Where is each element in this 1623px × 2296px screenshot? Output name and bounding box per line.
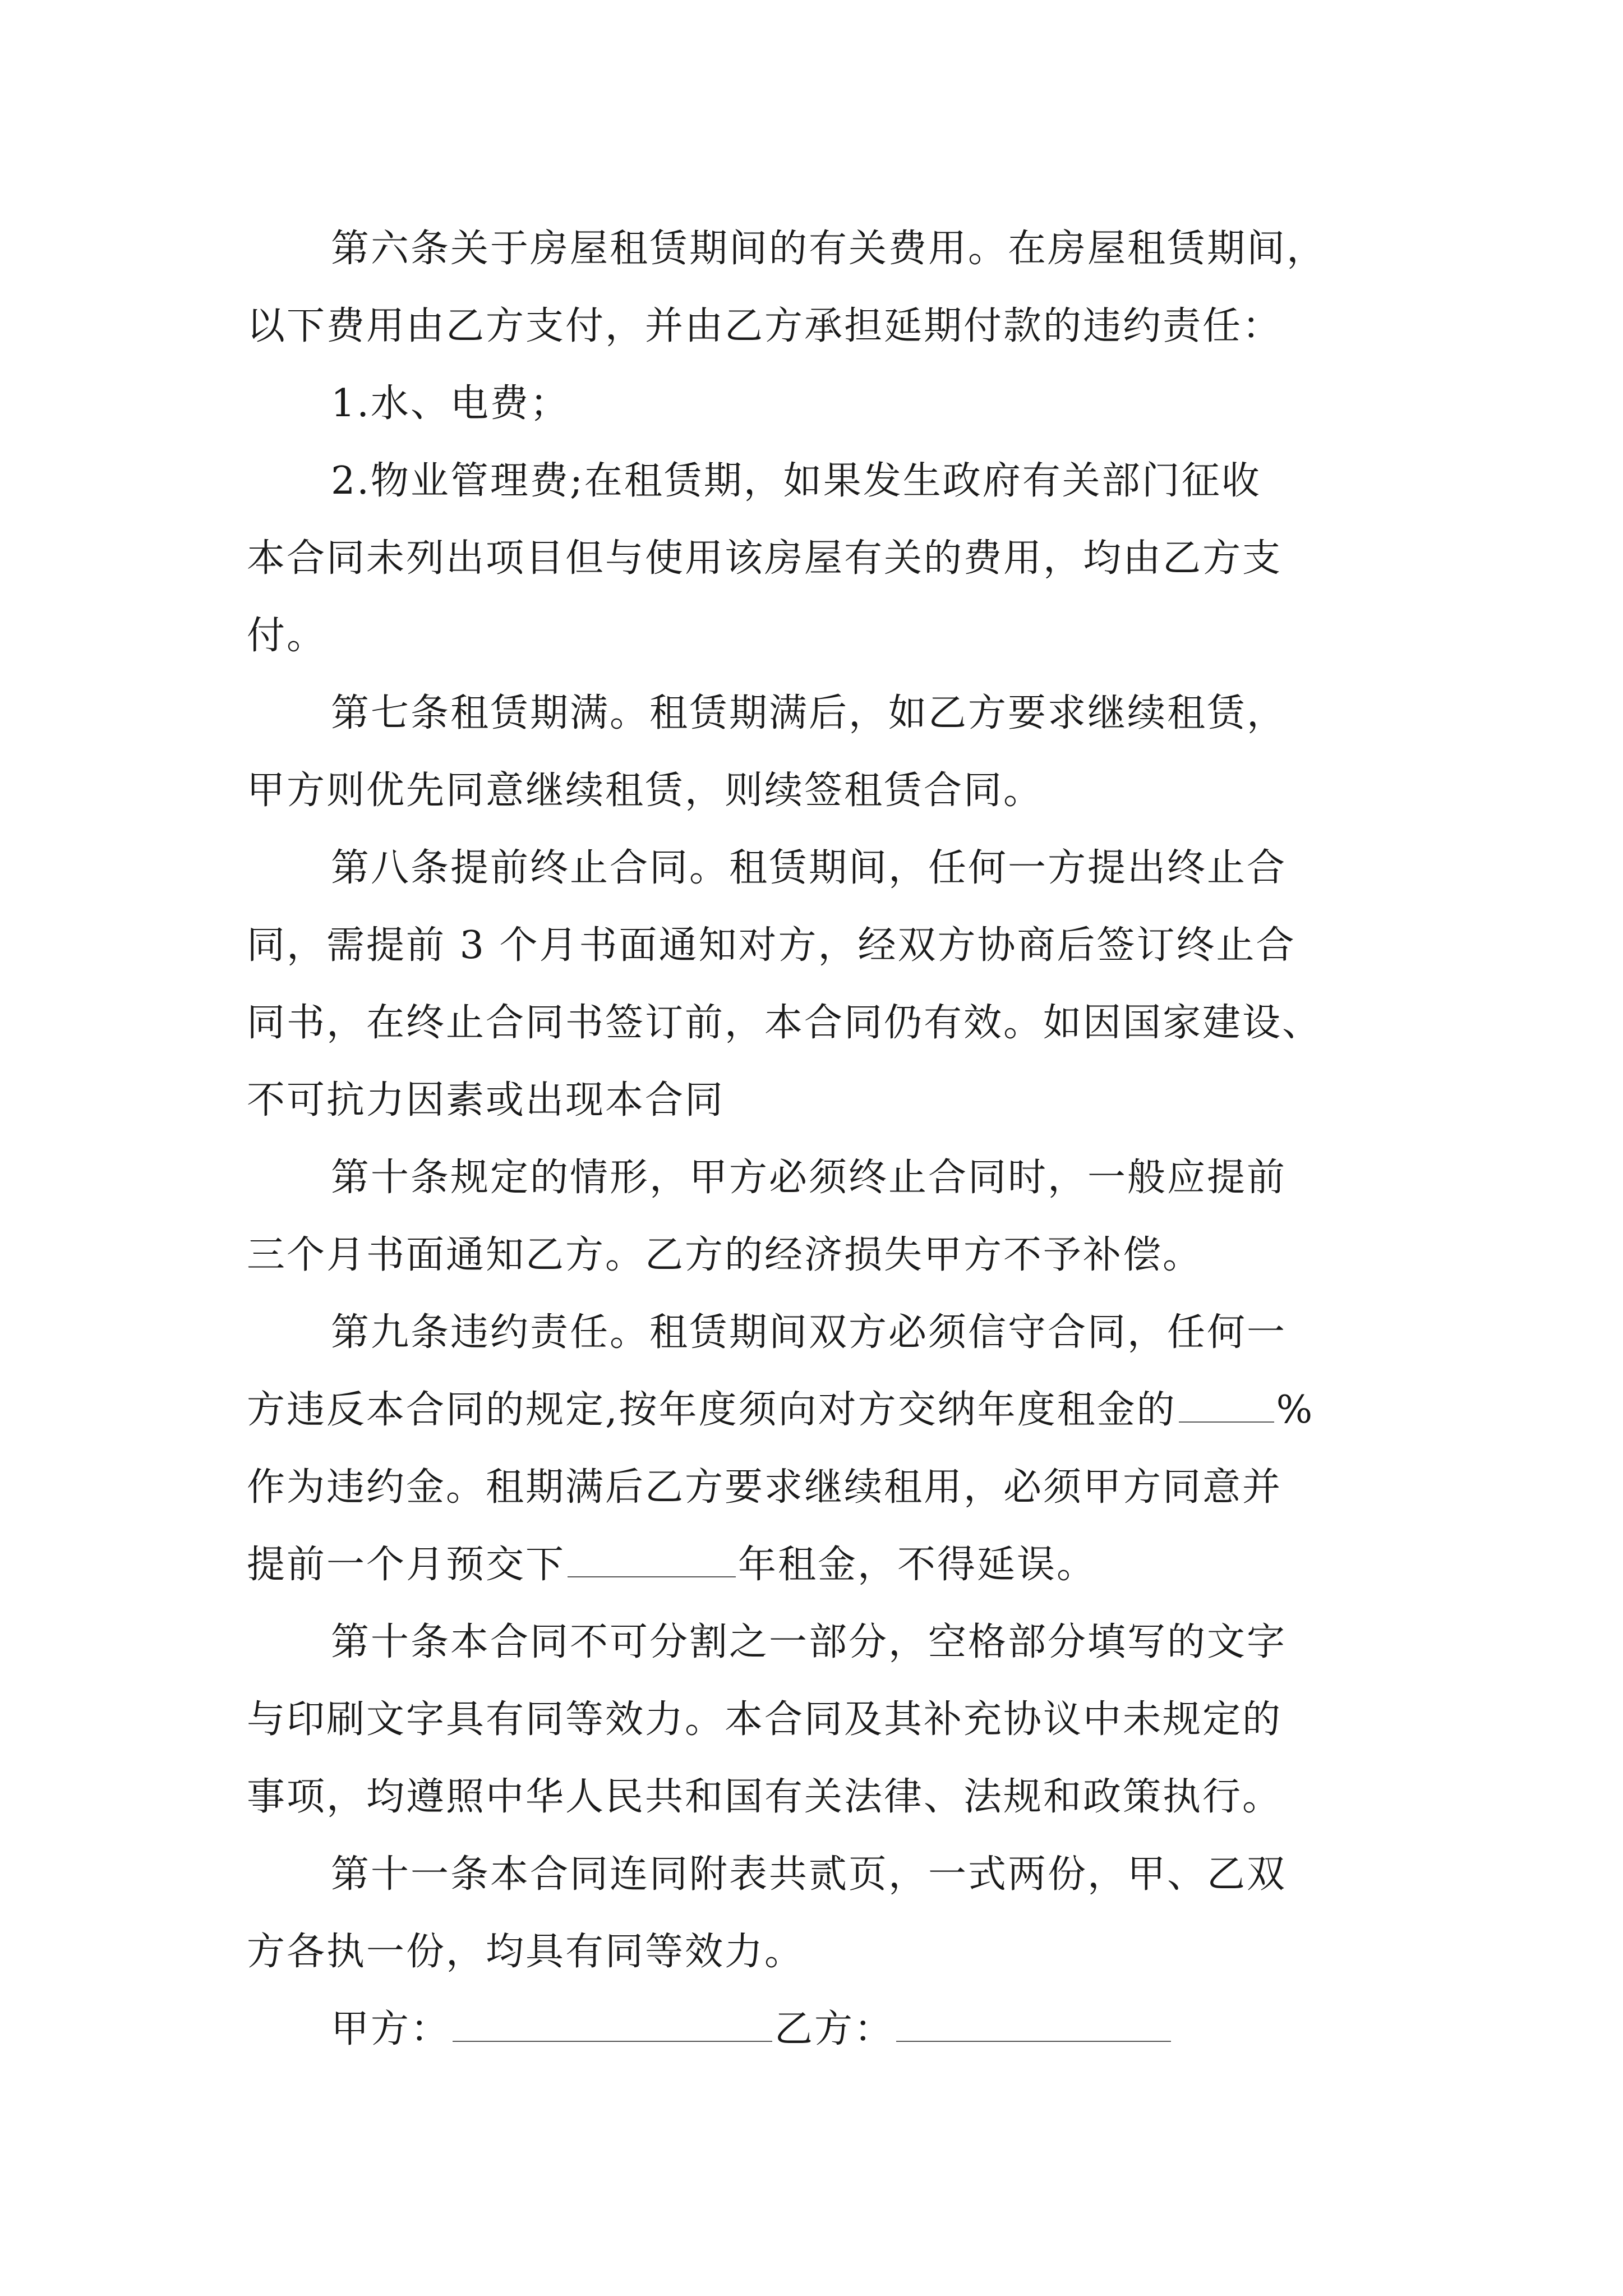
clause-6-line-1: 第六条关于房屋租赁期间的有关费用。在房屋租赁期间，	[331, 227, 1327, 271]
fee-item-2-line-2: 本合同未列出项目但与使用该房屋有关的费用，均由乙方支	[247, 536, 1283, 581]
clause-8-line-4: 不可抗力因素或出现本合同	[247, 1078, 725, 1122]
clause-10-ref-line-2: 三个月书面通知乙方。乙方的经济损失甲方不予补偿。	[247, 1233, 1203, 1277]
clause-9-line-2	[247, 1372, 1424, 1449]
fee-item-2-line-3: 付。	[247, 614, 327, 658]
party-b-label: 乙方：	[774, 2007, 895, 2051]
contract-body	[247, 210, 1424, 2068]
prepay-year-blank[interactable]	[568, 1544, 736, 1577]
signature-line	[247, 1991, 1424, 2068]
prepay-text: 提前一个月预交下	[247, 1543, 566, 1587]
party-a-signature-blank[interactable]	[453, 2008, 772, 2042]
percent-sign: %	[1276, 1388, 1315, 1432]
clause-9-line-3: 作为违约金。租期满后乙方要求继续租用，必须甲方同意并	[247, 1465, 1283, 1510]
party-b-signature-blank[interactable]	[896, 2008, 1171, 2042]
clause-7-line-2: 甲方则优先同意继续租赁，则续签租赁合同。	[247, 769, 1044, 813]
fee-item-1: 1.水、电费；	[331, 381, 570, 426]
clause-11-line-2: 方各执一份，均具有同等效力。	[247, 1930, 805, 1974]
clause-10-line-1: 第十条本合同不可分割之一部分，空格部分填写的文字	[331, 1620, 1287, 1664]
prepay-suffix-text: 年租金，不得延误。	[738, 1543, 1097, 1587]
penalty-text: 方违反本合同的规定,按年度须向对方交纳年度租金的	[247, 1388, 1177, 1432]
clause-9-line-1: 第九条违约责任。租赁期间双方必须信守合同，任何一	[331, 1310, 1287, 1355]
clause-8-line-2: 同，需提前 3 个月书面通知对方，经双方协商后签订终止合	[247, 923, 1296, 968]
clause-9-line-4	[247, 1526, 1424, 1604]
clause-10-line-3: 事项，均遵照中华人民共和国有关法律、法规和政策执行。	[247, 1775, 1283, 1819]
clause-6-line-2: 以下费用由乙方支付，并由乙方承担延期付款的违约责任：	[247, 304, 1283, 348]
clause-10-ref-line-1: 第十条规定的情形，甲方必须终止合同时，一般应提前	[331, 1156, 1287, 1200]
penalty-percent-blank[interactable]	[1179, 1389, 1274, 1423]
clause-8-line-1: 第八条提前终止合同。租赁期间，任何一方提出终止合	[331, 846, 1287, 890]
fee-item-2-line-1: 2.物业管理费;在租赁期，如果发生政府有关部门征收	[331, 459, 1261, 503]
clause-11-line-1: 第十一条本合同连同附表共贰页，一式两份，甲、乙双	[331, 1852, 1287, 1897]
clause-10-line-2: 与印刷文字具有同等效力。本合同及其补充协议中未规定的	[247, 1697, 1283, 1742]
clause-7-line-1: 第七条租赁期满。租赁期满后，如乙方要求继续租赁，	[331, 691, 1287, 735]
party-a-label: 甲方：	[331, 2007, 451, 2051]
clause-8-line-3: 同书，在终止合同书签订前，本合同仍有效。如因国家建设、	[247, 1001, 1322, 1045]
